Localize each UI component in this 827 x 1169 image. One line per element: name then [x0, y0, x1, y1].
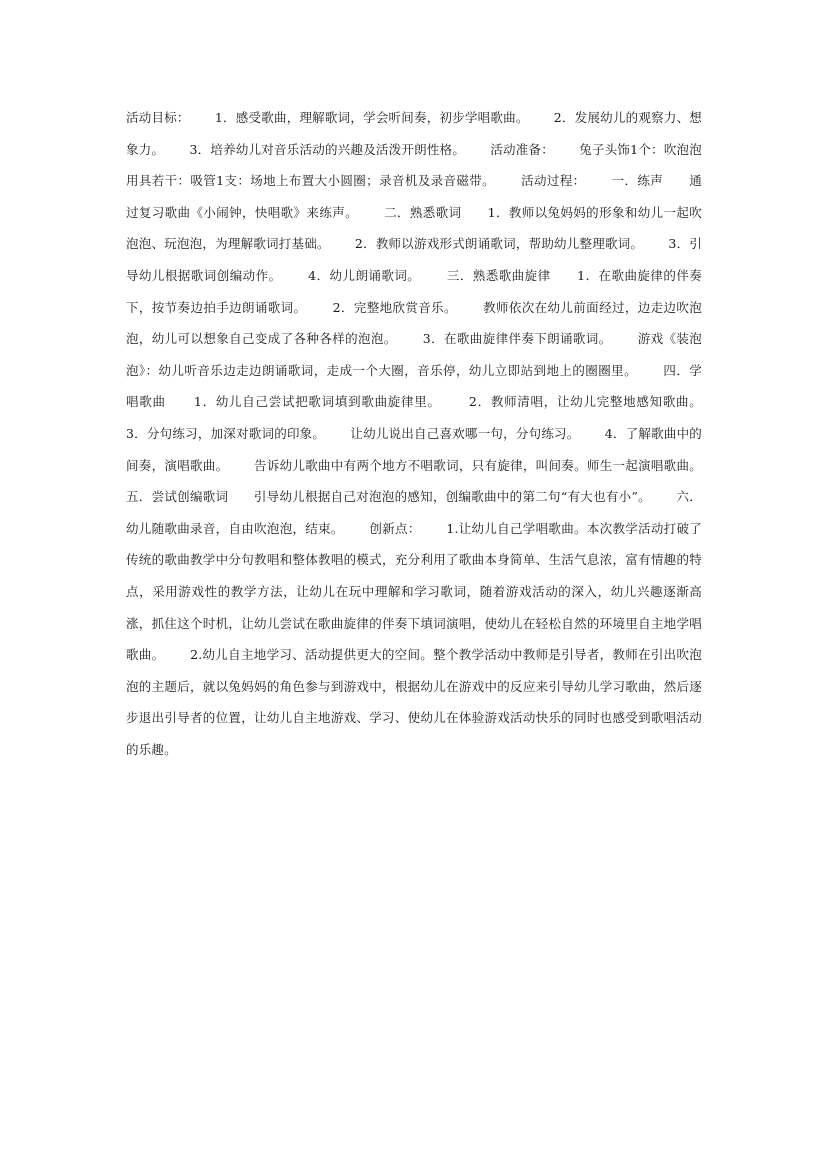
lesson-plan-paragraph: 活动目标： 1．感受歌曲，理解歌词，学会听间奏，初步学唱歌曲。 2．发展幼儿的观察力、想象力。 3．培养幼儿对音乐活动的兴趣及活泼开朗性格。 活动准备： 兔子头饰1个：吹泡泡用具若干：吸管1支：场地上布置大小圆圈；录音机及录音磁带。 活动过程： 一．练声 通过复习歌曲《小闹钟，快唱歌》来练声。 二．熟悉歌词 1．教师以兔妈妈的形象和幼儿一起吹泡泡、玩泡泡，为理解歌词打基础。 2．教师以游戏形式朗诵歌词，帮助幼儿整理歌词。 3．引导幼儿根据歌词创编动作。 4．幼儿朗诵歌词。 三．熟悉歌曲旋律 1．在歌曲旋律的伴奏下，按节奏边拍手边朗诵歌词。 2．完整地欣赏音乐。 教师依次在幼儿前面经过，边走边吹泡泡，幼儿可以想象自己变成了各种各样的泡泡。 3．在歌曲旋律伴奏下朗诵歌词。 游戏《装泡泡》：幼儿听音乐边走边朗诵歌词，走成一个大圈，音乐停，幼儿立即站到地上的圈圈里。 四．学唱歌曲 1．幼儿自己尝试把歌词填到歌曲旋律里。 2．教师清唱，让幼儿完整地感知歌曲。 3．分句练习，加深对歌词的印象。 让幼儿说出自己喜欢哪一句，分句练习。 4．了解歌曲中的间奏，演唱歌曲。 告诉幼儿歌曲中有两个地方不唱歌词，只有旋律，叫间奏。师生一起演唱歌曲。 五．尝试创编歌词 引导幼儿根据自己对泡泡的感知，创编歌曲中的第二句“有大也有小”。 六．幼儿随歌曲录音，自由吹泡泡，结束。 创新点： 1.让幼儿自己学唱歌曲。本次教学活动打破了传统的歌曲教学中分句教唱和整体教唱的模式，充分利用了歌曲本身简单、生活气息浓，富有情趣的特点，采用游戏性的教学方法，让幼儿在玩中理解和学习歌词，随着游戏活动的深入，幼儿兴趣逐渐高涨，抓住这个时机，让幼儿尝试在歌曲旋律的伴奏下填词演唱，使幼儿在轻松自然的环境里自主地学唱歌曲。 2.幼儿自主地学习、活动提供更大的空间。整个教学活动中教师是引导者，教师在引出吹泡泡的主题后，就以兔妈妈的角色参与到游戏中，根据幼儿在游戏中的反应来引导幼儿学习歌曲，然后逐步退出引导者的位置，让幼儿自主地游戏、学习、使幼儿在体验游戏活动快乐的同时也感受到歌唱活动的乐趣。 — [126, 110, 728, 757]
